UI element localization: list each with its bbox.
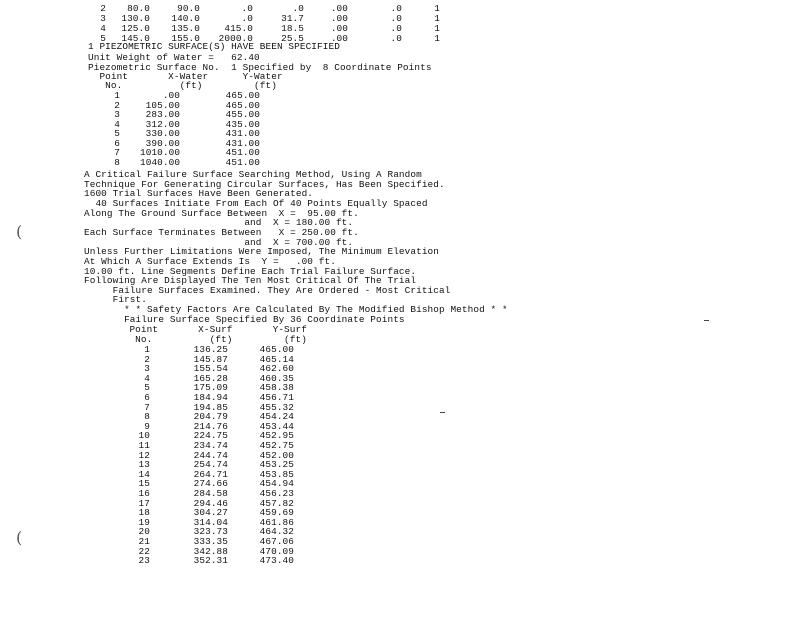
table-cell: 304.27	[193, 507, 228, 519]
table-cell: 435.00	[225, 118, 260, 130]
table-cell: 4	[100, 23, 106, 34]
table-cell: 323.73	[193, 526, 228, 538]
table-cell: 465.14	[259, 353, 294, 365]
table-cell: 184.94	[193, 392, 228, 403]
table-cell: 194.85	[193, 401, 228, 413]
table-cell: 452.00	[259, 449, 294, 461]
table-cell: 1040.00	[140, 156, 181, 168]
table-cell: 467.06	[259, 536, 294, 547]
table-cell: 4	[114, 118, 120, 130]
table-cell: 453.25	[259, 459, 294, 471]
text-line: and X = 180.00 ft.	[84, 217, 354, 229]
table-cell: 155.0	[171, 33, 200, 44]
table-cell: 2000.0	[218, 33, 253, 44]
text-line: 40 Surfaces Initiate From Each Of 40 Points Equally Spaced	[84, 197, 428, 209]
table-cell: 1	[434, 13, 440, 24]
table-cell: .00	[330, 13, 348, 24]
table-cell: 214.76	[193, 420, 228, 432]
table-cell: 204.79	[193, 411, 228, 423]
table-cell: .0	[390, 23, 402, 34]
table-cell: 312.00	[145, 118, 180, 130]
table-cell: 31.7	[281, 13, 304, 24]
table-cell: 1	[144, 344, 150, 355]
table-cell: 457.82	[259, 497, 294, 509]
table-cell: 23	[138, 555, 150, 567]
table-cell: 451.00	[225, 156, 260, 168]
text-line: At Which A Surface Extends Is Y = .00 ft.	[84, 255, 336, 267]
table-cell: 145.0	[121, 33, 150, 44]
text-line: Technique For Generating Circular Surfaces, Has Been Specified.	[84, 178, 445, 190]
table-cell: 22	[138, 545, 150, 557]
table-cell: 3	[114, 109, 120, 121]
table-cell: 452.95	[259, 430, 294, 442]
text-line: and X = 700.00 ft.	[84, 236, 354, 248]
table-cell: 3	[144, 363, 150, 375]
table-cell: .00	[330, 3, 348, 14]
table-cell: 18	[138, 507, 150, 519]
table-cell: 105.00	[145, 99, 180, 111]
table-cell: 244.74	[193, 449, 228, 461]
table-cell: 342.88	[193, 545, 228, 557]
table-cell: 254.74	[193, 459, 228, 471]
table-cell: 1	[434, 3, 440, 14]
table-cell: 470.09	[259, 545, 294, 557]
text-line: Unless Further Limitations Were Imposed, The Minimum Elevation	[84, 246, 440, 258]
table-cell: 465.00	[225, 99, 260, 111]
text-line: * * Safety Factors Are Calculated By The Modified Bishop Method * *	[84, 304, 508, 316]
table-cell: 25.5	[281, 33, 304, 44]
table-cell: 333.35	[193, 536, 228, 547]
failure-header-2: No. (ft) (ft)	[118, 334, 307, 345]
table-cell: 451.00	[225, 147, 260, 159]
table-cell: 224.75	[193, 430, 228, 442]
text-line: Following Are Displayed The Ten Most Critical Of The Trial	[84, 275, 417, 287]
table-cell: 16	[138, 488, 150, 499]
table-cell: 330.00	[145, 128, 180, 140]
table-cell: 455.32	[259, 401, 294, 413]
scan-mark: (	[16, 528, 23, 547]
table-cell: .0	[390, 3, 402, 14]
table-cell: 274.66	[193, 478, 228, 490]
table-cell: 6	[114, 137, 120, 149]
table-cell: 6	[144, 392, 150, 403]
table-cell: 453.85	[259, 468, 294, 480]
table-cell: 15	[138, 478, 150, 490]
table-cell: 1010.00	[140, 147, 181, 159]
table-cell: 314.04	[193, 516, 228, 528]
table-cell: 458.38	[259, 382, 294, 394]
table-cell: 456.71	[259, 392, 294, 403]
table-cell: 145.87	[193, 353, 228, 365]
table-cell: 3	[100, 13, 106, 24]
table-cell: 452.75	[259, 440, 294, 451]
table-cell: 1	[434, 23, 440, 34]
piezo-header-2: No. (ft) (ft)	[88, 80, 277, 91]
piezo-header-1: Point X-Water Y-Water	[88, 71, 283, 82]
failure-header-1: Point X-Surf Y-Surf	[118, 324, 307, 335]
text-line: Along The Ground Surface Between X = 95.00 ft.	[84, 207, 359, 219]
table-cell: 1	[114, 90, 120, 101]
table-cell: 2	[100, 3, 106, 14]
text-line: Failure Surfaces Examined. They Are Ordered - Most Critical	[84, 284, 451, 296]
table-cell: 352.31	[193, 555, 228, 567]
scan-mark	[704, 320, 709, 321]
table-cell: 136.25	[193, 344, 228, 355]
table-cell: 390.00	[145, 137, 180, 149]
table-cell: 264.71	[193, 468, 228, 480]
table-cell: 2	[114, 99, 120, 111]
table-cell: 125.0	[121, 23, 150, 34]
table-cell: 7	[144, 401, 150, 413]
table-cell: 453.44	[259, 420, 294, 432]
table-cell: 155.54	[193, 363, 228, 375]
unit-weight-line: Unit Weight of Water = 62.40	[88, 52, 260, 63]
table-cell: .0	[241, 13, 253, 24]
table-cell: 8	[144, 411, 150, 423]
table-cell: 5	[114, 128, 120, 140]
table-cell: 1	[434, 33, 440, 44]
table-cell: 20	[138, 526, 150, 538]
table-cell: .0	[241, 3, 253, 14]
table-cell: 465.00	[225, 90, 260, 101]
table-cell: 7	[114, 147, 120, 159]
table-cell: .00	[330, 23, 348, 34]
table-cell: 455.00	[225, 109, 260, 121]
table-cell: 2	[144, 353, 150, 365]
table-cell: 473.40	[259, 555, 294, 567]
table-cell: 454.24	[259, 411, 294, 423]
table-cell: 90.0	[177, 3, 200, 14]
table-cell: 8	[114, 156, 120, 168]
scan-mark: (	[16, 222, 23, 241]
table-cell: 460.35	[259, 372, 294, 384]
table-cell: 5	[144, 382, 150, 394]
table-cell: 462.60	[259, 363, 294, 375]
table-cell: .0	[292, 3, 304, 14]
table-cell: 294.46	[193, 497, 228, 509]
scan-mark	[440, 412, 445, 413]
text-line: Failure Surface Specified By 36 Coordinate Points	[84, 313, 405, 325]
table-cell: 11	[138, 440, 150, 451]
table-cell: 10	[138, 430, 150, 442]
table-cell: 284.58	[193, 488, 228, 499]
table-cell: 283.00	[145, 109, 180, 121]
table-cell: 12	[138, 449, 150, 461]
text-line: A Critical Failure Surface Searching Method, Using A Random	[84, 169, 422, 180]
table-cell: 135.0	[171, 23, 200, 34]
text-line: First.	[84, 294, 147, 306]
table-cell: 17	[138, 497, 150, 509]
table-cell: 465.00	[259, 344, 294, 355]
table-cell: 19	[138, 516, 150, 528]
table-cell: 165.28	[193, 372, 228, 384]
table-cell: 461.86	[259, 516, 294, 528]
table-cell: 14	[138, 468, 150, 480]
table-cell: 415.0	[224, 23, 253, 34]
table-cell: 454.94	[259, 478, 294, 490]
table-cell: 4	[144, 372, 150, 384]
table-cell: 234.74	[193, 440, 228, 451]
table-cell: .0	[390, 33, 402, 44]
table-cell: 5	[100, 33, 106, 44]
table-cell: .0	[390, 13, 402, 24]
piezo-title: 1 PIEZOMETRIC SURFACE(S) HAVE BEEN SPECIFIED	[88, 41, 340, 52]
table-cell: 175.09	[193, 382, 228, 394]
table-cell: 80.0	[127, 3, 150, 14]
text-line: 10.00 ft. Line Segments Define Each Trial Failure Surface.	[84, 265, 417, 277]
table-cell: 9	[144, 420, 150, 432]
piezo-surface-line: Piezometric Surface No. 1 Specified by 8 Coordinate Points	[88, 62, 432, 73]
table-cell: 140.0	[171, 13, 200, 24]
table-cell: .00	[330, 33, 348, 44]
table-cell: 431.00	[225, 137, 260, 149]
table-cell: 459.69	[259, 507, 294, 519]
table-cell: .00	[162, 90, 180, 101]
table-cell: 21	[138, 536, 150, 547]
table-cell: 130.0	[121, 13, 150, 24]
table-cell: 18.5	[281, 23, 304, 34]
table-cell: 431.00	[225, 128, 260, 140]
text-line: Each Surface Terminates Between X = 250.00 ft.	[84, 226, 359, 238]
table-cell: 456.23	[259, 488, 294, 499]
table-cell: 464.32	[259, 526, 294, 538]
table-cell: 13	[138, 459, 150, 471]
text-line: 1600 Trial Surfaces Have Been Generated.	[84, 188, 314, 200]
